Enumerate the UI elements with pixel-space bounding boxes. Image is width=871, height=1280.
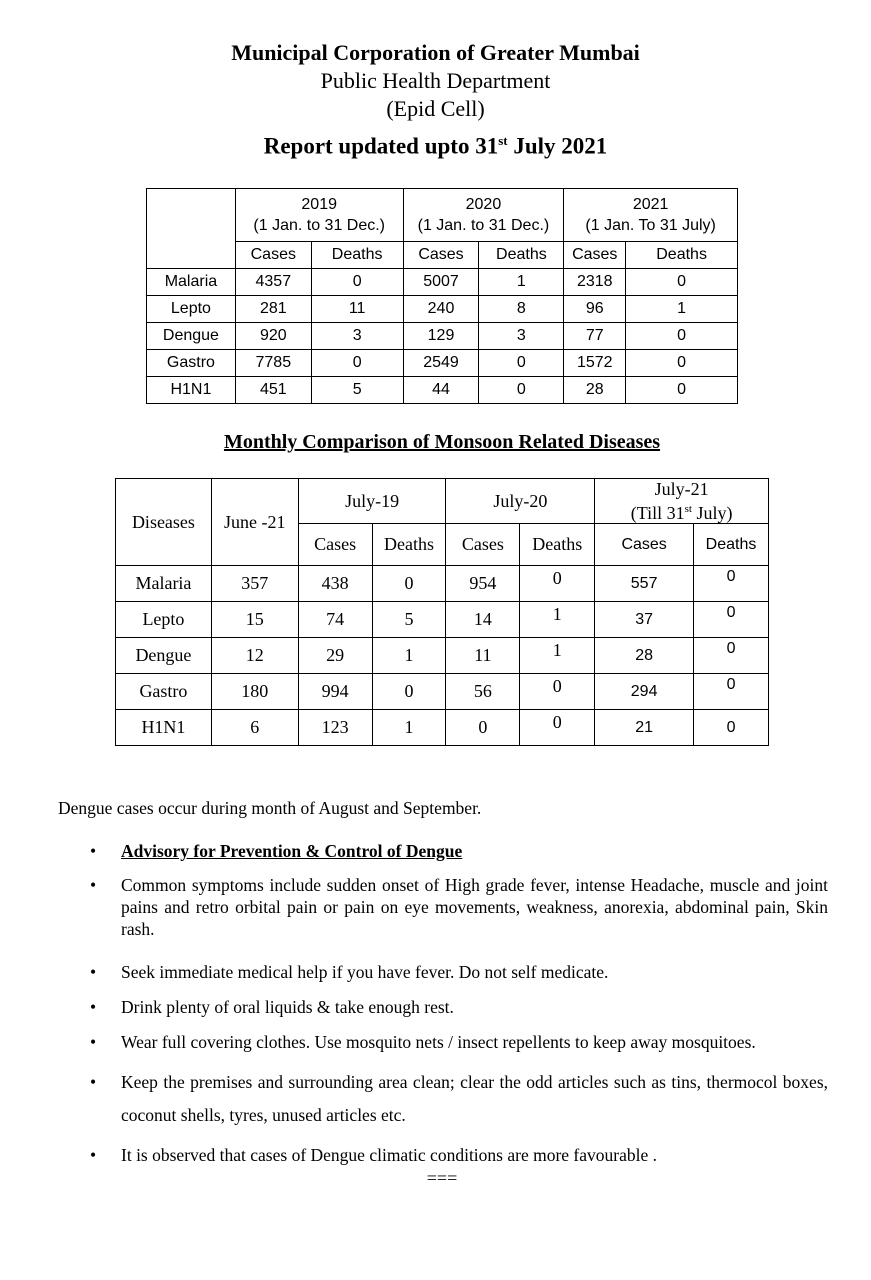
july19-deaths: 0 [372, 566, 446, 602]
deaths-2019: 11 [311, 296, 403, 323]
july20-deaths: 0 [520, 710, 595, 746]
deaths-2020: 1 [479, 269, 564, 296]
june21-cases: 180 [211, 674, 298, 710]
deaths-2021: 0 [626, 377, 738, 404]
year-header-row [147, 189, 738, 242]
disease-name: Malaria [147, 269, 236, 296]
disease-name: Lepto [147, 296, 236, 323]
column-header-deaths: Deaths [626, 242, 738, 269]
cases-2019: 920 [235, 323, 311, 350]
cases-2020: 5007 [403, 269, 479, 296]
july21-cases: 294 [595, 674, 694, 710]
dengue-season-note: Dengue cases occur during month of August and September. [58, 798, 482, 818]
deaths-2020: 0 [479, 350, 564, 377]
table-row [116, 602, 769, 638]
disease-name: H1N1 [147, 377, 236, 404]
deaths-2019: 0 [311, 269, 403, 296]
cases-2021: 77 [564, 323, 626, 350]
cases-2021: 96 [564, 296, 626, 323]
bullet-icon: • [90, 1145, 97, 1165]
july21-deaths: 0 [694, 710, 769, 746]
cases-2019: 4357 [235, 269, 311, 296]
deaths-2021: 0 [626, 350, 738, 377]
organization-title: Municipal Corporation of Greater Mumbai [231, 40, 640, 65]
column-header-july20: July-20 [446, 479, 595, 524]
table-row [116, 674, 769, 710]
list-item [90, 996, 828, 1018]
july21-deaths: 0 [694, 566, 769, 602]
column-header-deaths: Deaths [311, 242, 403, 269]
bullet-icon: • [90, 997, 97, 1017]
july21-cases: 557 [595, 566, 694, 602]
july20-cases: 56 [446, 674, 520, 710]
disease-name: H1N1 [116, 710, 212, 746]
year-header-2019: 2019 (1 Jan. to 31 Dec.) [235, 189, 403, 242]
cases-2020: 129 [403, 323, 479, 350]
july19-deaths: 1 [372, 710, 446, 746]
july21-deaths: 0 [694, 674, 769, 710]
advisory-item-text: It is observed that cases of Dengue climatic conditions are more favourable . [121, 1145, 657, 1165]
month-header-row [116, 479, 769, 524]
deaths-2019: 5 [311, 377, 403, 404]
disease-name: Dengue [147, 323, 236, 350]
deaths-2019: 3 [311, 323, 403, 350]
column-header-cases: Cases [595, 524, 694, 566]
july20-deaths: 0 [520, 566, 595, 602]
deaths-2021: 0 [626, 269, 738, 296]
july19-cases: 74 [298, 602, 372, 638]
advisory-list [90, 840, 828, 1166]
july19-cases: 29 [298, 638, 372, 674]
cases-2020: 240 [403, 296, 479, 323]
july21-deaths: 0 [694, 602, 769, 638]
july21-cases: 37 [595, 602, 694, 638]
column-header-july21: July-21 (Till 31st July) [595, 479, 769, 524]
table-row [116, 566, 769, 602]
list-item [90, 874, 828, 940]
july19-cases: 123 [298, 710, 372, 746]
column-header-deaths: Deaths [479, 242, 564, 269]
monthly-comparison-table [115, 478, 769, 746]
advisory-heading: Advisory for Prevention & Control of Dengue [121, 841, 463, 861]
july20-deaths: 1 [520, 638, 595, 674]
cases-2021: 28 [564, 377, 626, 404]
column-header-cases: Cases [564, 242, 626, 269]
deaths-2020: 8 [479, 296, 564, 323]
table-row [116, 638, 769, 674]
annual-cases-table [146, 188, 738, 404]
june21-cases: 357 [211, 566, 298, 602]
table-row [116, 710, 769, 746]
june21-cases: 15 [211, 602, 298, 638]
july20-deaths: 0 [520, 674, 595, 710]
cases-2021: 1572 [564, 350, 626, 377]
july19-deaths: 1 [372, 638, 446, 674]
disease-name: Gastro [116, 674, 212, 710]
deaths-2020: 0 [479, 377, 564, 404]
column-header-july19: July-19 [298, 479, 446, 524]
column-header-deaths: Deaths [694, 524, 769, 566]
july20-cases: 11 [446, 638, 520, 674]
column-header-cases: Cases [235, 242, 311, 269]
deaths-2021: 1 [626, 296, 738, 323]
list-item [90, 1144, 828, 1166]
july20-cases: 0 [446, 710, 520, 746]
disease-name: Dengue [116, 638, 212, 674]
deaths-2021: 0 [626, 323, 738, 350]
bullet-icon: • [90, 875, 97, 895]
corner-cell [147, 189, 236, 269]
column-header-deaths: Deaths [520, 524, 595, 566]
list-item [90, 1031, 828, 1053]
july19-deaths: 0 [372, 674, 446, 710]
column-header-row [147, 242, 738, 269]
advisory-item-text: Wear full covering clothes. Use mosquito nets / insect repellents to keep away mosquitoes. [121, 1032, 756, 1052]
advisory-item-text: Common symptoms include sudden onset of High grade fever, intense Headache, muscle and joint pains and retro orbital pain or pain on eye movements, weakness, anorexia, abdominal pain, Skin rash. [121, 875, 828, 939]
bullet-icon: • [90, 962, 97, 982]
july19-cases: 438 [298, 566, 372, 602]
disease-name: Lepto [116, 602, 212, 638]
table-row [147, 296, 738, 323]
list-item [90, 961, 828, 983]
advisory-item-text: Seek immediate medical help if you have fever. Do not self medicate. [121, 962, 609, 982]
july19-cases: 994 [298, 674, 372, 710]
july20-deaths: 1 [520, 602, 595, 638]
advisory-heading-item [90, 840, 828, 862]
july20-cases: 14 [446, 602, 520, 638]
report-date-heading: Report updated upto 31st July 2021 [263, 133, 608, 159]
deaths-2019: 0 [311, 350, 403, 377]
cases-2019: 451 [235, 377, 311, 404]
end-of-document-mark: === [426, 1168, 458, 1188]
advisory-item-text: Drink plenty of oral liquids & take enough rest. [121, 997, 454, 1017]
table-row [147, 350, 738, 377]
monthly-comparison-title: Monthly Comparison of Monsoon Related Diseases [223, 431, 661, 453]
cases-2019: 281 [235, 296, 311, 323]
july21-cases: 28 [595, 638, 694, 674]
bullet-icon: • [90, 841, 97, 861]
july19-deaths: 5 [372, 602, 446, 638]
cases-2020: 44 [403, 377, 479, 404]
column-header-june21: June -21 [211, 479, 298, 566]
cases-2021: 2318 [564, 269, 626, 296]
cell-name: (Epid Cell) [386, 96, 485, 121]
year-header-2021: 2021 (1 Jan. To 31 July) [564, 189, 738, 242]
june21-cases: 6 [211, 710, 298, 746]
deaths-2020: 3 [479, 323, 564, 350]
cases-2019: 7785 [235, 350, 311, 377]
column-header-cases: Cases [403, 242, 479, 269]
disease-name: Malaria [116, 566, 212, 602]
year-header-2020: 2020 (1 Jan. to 31 Dec.) [403, 189, 564, 242]
bullet-icon: • [90, 1032, 97, 1052]
column-header-cases: Cases [446, 524, 520, 566]
table-row [147, 269, 738, 296]
july21-deaths: 0 [694, 638, 769, 674]
table-row [147, 323, 738, 350]
column-header-cases: Cases [298, 524, 372, 566]
advisory-item-text: Keep the premises and surrounding area clean; clear the odd articles such as tins, thermocol boxes, coconut shells, tyres, unused articles etc. [121, 1072, 828, 1125]
column-header-diseases: Diseases [116, 479, 212, 566]
july21-cases: 21 [595, 710, 694, 746]
disease-name: Gastro [147, 350, 236, 377]
column-header-deaths: Deaths [372, 524, 446, 566]
june21-cases: 12 [211, 638, 298, 674]
cases-2020: 2549 [403, 350, 479, 377]
department-name: Public Health Department [320, 68, 551, 93]
list-item [90, 1066, 828, 1132]
bullet-icon: • [90, 1072, 97, 1092]
table-row [147, 377, 738, 404]
july20-cases: 954 [446, 566, 520, 602]
